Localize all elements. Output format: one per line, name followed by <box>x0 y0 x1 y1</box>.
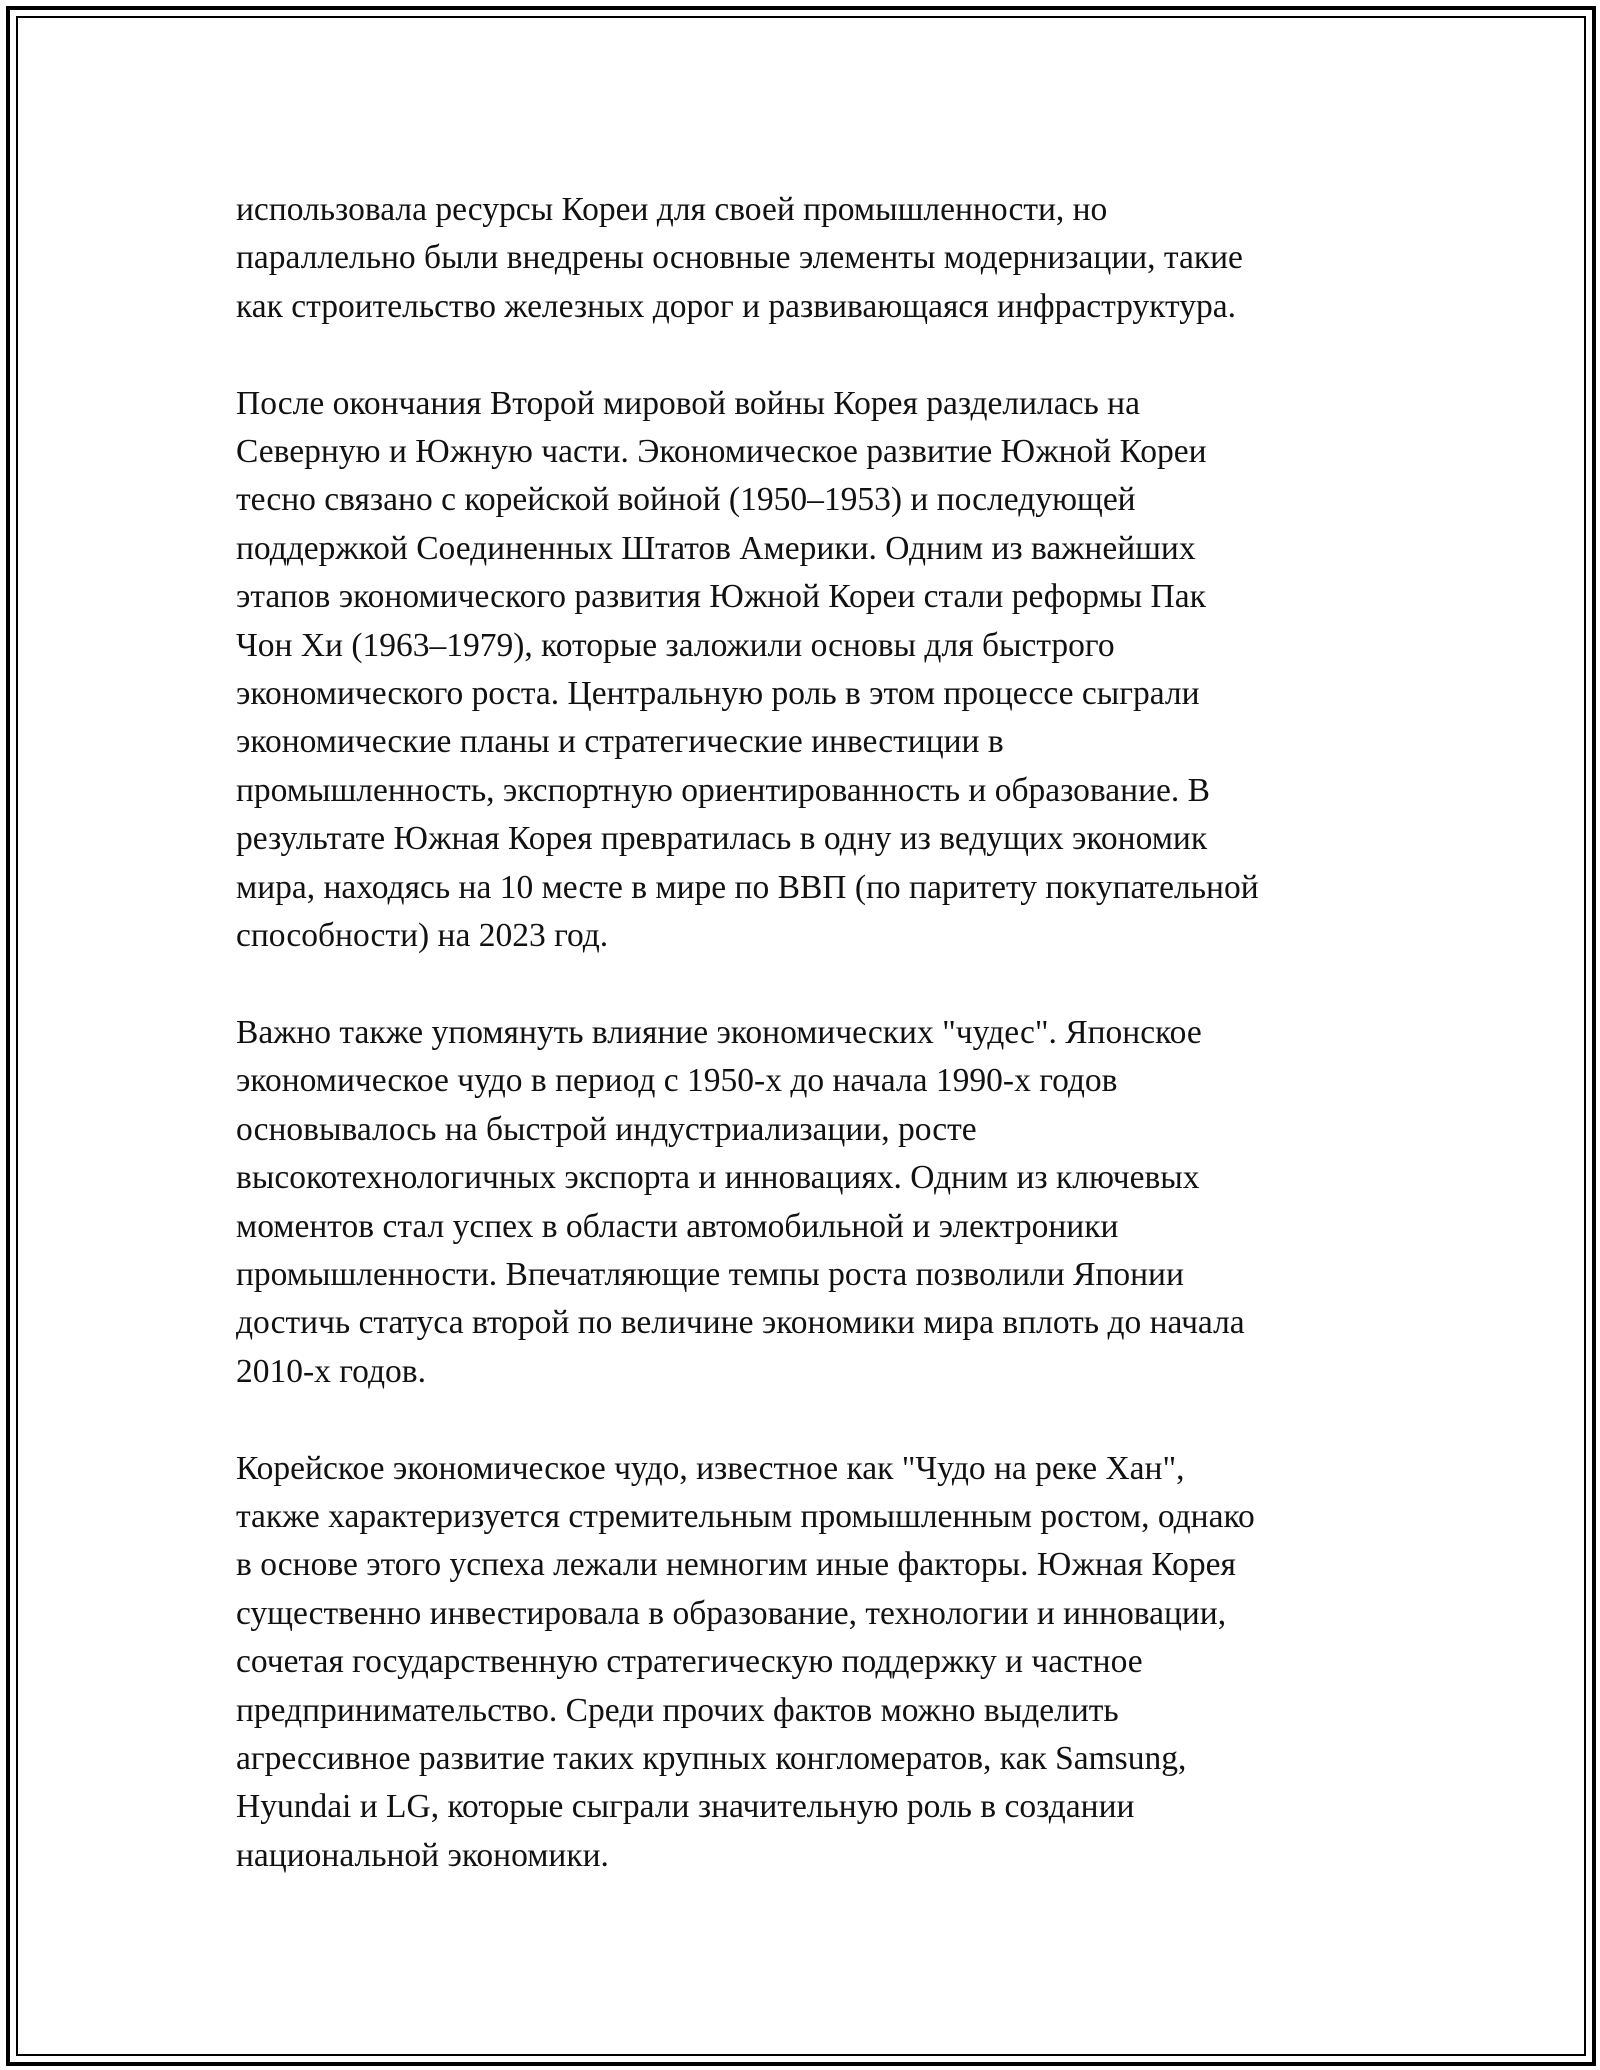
paragraph-2 <box>236 380 1396 961</box>
text-line: предпринимательство. Среди прочих фактов можно выделить <box>236 1691 1119 1729</box>
text-line: 2010-х годов. <box>236 1352 426 1390</box>
text-line: Hyundai и LG, которые сыграли значительную роль в создании <box>236 1788 1135 1826</box>
text-line: сочетая государственную стратегическую поддержку и частное <box>236 1643 1143 1681</box>
text-line: основывалось на быстрой индустриализации, росте <box>236 1110 977 1148</box>
text-line: промышленности. Впечатляющие темпы роста позволили Японии <box>236 1255 1184 1293</box>
text-line: этапов экономического развития Южной Кореи стали реформы Пак <box>236 578 1206 616</box>
text-line: После окончания Второй мировой войны Корея разделилась на <box>236 384 1140 422</box>
text-line: достичь статуса второй по величине экономики мира вплоть до начала <box>236 1304 1245 1342</box>
text-line: моментов стал успех в области автомобильной и электроники <box>236 1207 1119 1245</box>
paragraph-4 <box>236 1445 1396 1881</box>
text-line: экономического роста. Центральную роль в этом процессе сыграли <box>236 675 1200 713</box>
text-line: агрессивное развитие таких крупных конгломератов, как Samsung, <box>236 1739 1187 1777</box>
text-line: Важно также упомянуть влияние экономических "чудес". Японское <box>236 1013 1202 1051</box>
paragraph-1 <box>236 186 1396 331</box>
text-line: результате Южная Корея превратилась в одну из ведущих экономик <box>236 820 1208 858</box>
paragraph-3 <box>236 1009 1396 1396</box>
text-line: поддержкой Соединенных Штатов Америки. Одним из важнейших <box>236 529 1196 567</box>
text-line: национальной экономики. <box>236 1836 609 1874</box>
text-line: высокотехнологичных экспорта и инновациях. Одним из ключевых <box>236 1159 1200 1197</box>
text-line: использовала ресурсы Кореи для своей промышленности, но <box>236 191 1108 228</box>
text-line: экономические планы и стратегические инвестиции в <box>236 723 1004 761</box>
text-line: в основе этого успеха лежали немногим иные факторы. Южная Корея <box>236 1546 1236 1584</box>
text-line: тесно связано с корейской войной (1950–1953) и последующей <box>236 481 1136 519</box>
text-line: как строительство железных дорог и развивающаяся инфраструктура. <box>236 287 1236 325</box>
text-line: также характеризуется стремительным промышленным ростом, однако <box>236 1497 1255 1535</box>
document-body <box>236 186 1396 1929</box>
text-line: способности) на 2023 год. <box>236 917 609 955</box>
text-line: Северную и Южную части. Экономическое развитие Южной Кореи <box>236 433 1207 471</box>
text-line: мира, находясь на 10 месте в мире по ВВП (по паритету покупательной <box>236 868 1259 906</box>
text-line: Корейское экономическое чудо, известное как "Чудо на реке Хан", <box>236 1449 1185 1487</box>
text-line: существенно инвестировала в образование, технологии и инновации, <box>236 1594 1227 1632</box>
text-line: Чон Хи (1963–1979), которые заложили основы для быстрого <box>236 626 1115 664</box>
text-line: параллельно были внедрены основные элементы модернизации, такие <box>236 239 1243 277</box>
text-line: промышленность, экспортную ориентированность и образование. В <box>236 771 1210 809</box>
text-line: экономическое чудо в период с 1950-х до начала 1990-х годов <box>236 1062 1118 1100</box>
